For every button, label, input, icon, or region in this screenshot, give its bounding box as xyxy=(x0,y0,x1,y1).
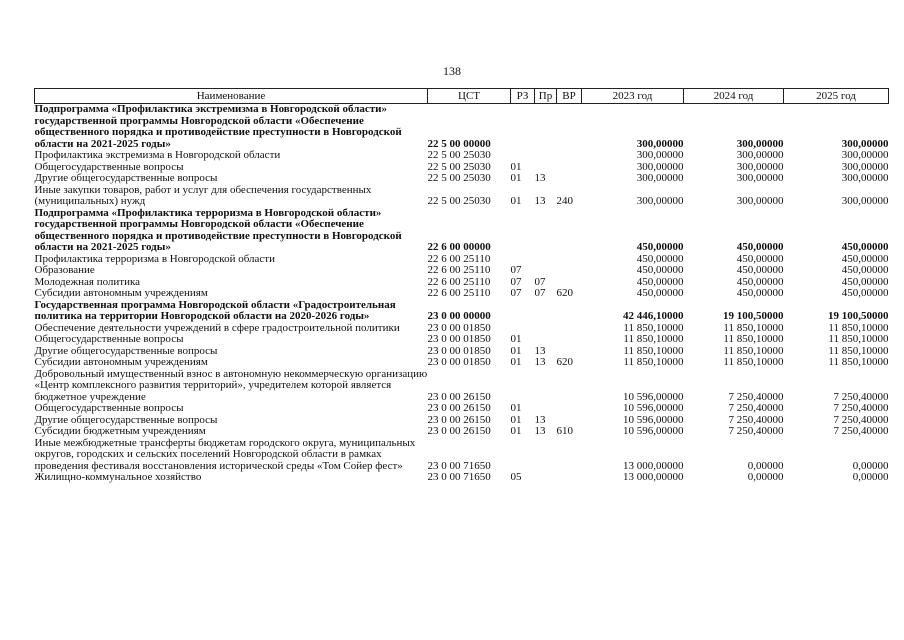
row-vr xyxy=(557,254,582,266)
row-value-2023: 11 850,10000 xyxy=(623,344,684,357)
row-rz xyxy=(511,150,535,162)
row-value-2024: 19 100,50000 xyxy=(723,310,784,322)
row-value-2023: 10 596,00000 xyxy=(623,402,684,414)
row-value-2025: 0,00000 xyxy=(852,471,889,483)
row-cst: 23 0 00 01850 xyxy=(427,333,491,345)
table-row xyxy=(35,185,889,208)
row-value-2023: 450,00000 xyxy=(636,252,684,265)
table-row xyxy=(35,334,889,346)
row-vr xyxy=(557,162,582,174)
row-value-2024: 450,00000 xyxy=(736,275,784,288)
row-pr: 13 xyxy=(534,413,546,426)
row-value-2025: 450,00000 xyxy=(841,264,889,276)
row-value-2024: 11 850,10000 xyxy=(723,321,784,334)
row-value-2023: 300,00000 xyxy=(636,160,684,173)
row-rz: 05 xyxy=(510,471,522,483)
row-vr xyxy=(557,403,582,415)
row-value-2025: 300,00000 xyxy=(841,137,889,150)
table-row xyxy=(35,300,889,323)
row-name: Жилищно-коммунальное хозяйство xyxy=(34,471,202,483)
row-value-2024: 7 250,40000 xyxy=(728,390,784,403)
row-pr: 07 xyxy=(534,287,546,299)
row-name: Субсидии автономным учреждениям xyxy=(34,287,208,299)
row-rz: 01 xyxy=(510,413,522,426)
table-row xyxy=(35,369,889,404)
header-2025: 2025 год xyxy=(784,89,889,104)
row-pr xyxy=(535,438,557,473)
table-row xyxy=(35,288,889,300)
row-value-2025: 300,00000 xyxy=(841,195,889,207)
row-value-2025: 450,00000 xyxy=(841,252,889,265)
row-value-2024: 0,00000 xyxy=(747,471,784,483)
row-value-2025: 450,00000 xyxy=(841,287,889,299)
row-name: Другие общегосударственные вопросы xyxy=(34,172,218,184)
row-value-2023: 300,00000 xyxy=(636,172,684,184)
row-pr xyxy=(535,369,557,404)
row-value-2023: 450,00000 xyxy=(636,275,684,288)
header-pr: Пр xyxy=(535,89,557,104)
row-pr: 13 xyxy=(534,425,546,437)
row-value-2024: 0,00000 xyxy=(747,459,784,472)
row-rz: 01 xyxy=(510,356,522,368)
table-row xyxy=(35,357,889,369)
table-row xyxy=(35,173,889,185)
row-rz: 01 xyxy=(510,333,522,345)
row-value-2024: 300,00000 xyxy=(736,160,784,173)
row-value-2024: 450,00000 xyxy=(736,252,784,265)
row-pr xyxy=(535,208,557,254)
row-value-2025: 450,00000 xyxy=(841,241,889,253)
row-value-2025: 7 250,40000 xyxy=(833,413,889,426)
row-value-2023: 10 596,00000 xyxy=(623,390,684,403)
row-name: Субсидии бюджетным учреждениям xyxy=(34,425,206,437)
row-pr xyxy=(535,104,557,151)
row-pr xyxy=(535,334,557,346)
row-value-2025: 11 850,10000 xyxy=(828,321,889,334)
header-2023: 2023 год xyxy=(582,89,684,104)
row-value-2023: 450,00000 xyxy=(636,287,684,299)
row-name: Субсидии автономным учреждениям xyxy=(34,356,208,368)
row-cst: 23 0 00 01850 xyxy=(427,321,491,334)
row-value-2025: 300,00000 xyxy=(841,160,889,173)
row-cst: 22 5 00 25030 xyxy=(427,172,491,184)
row-cst: 22 5 00 25030 xyxy=(427,195,491,207)
row-name: Образование xyxy=(34,264,95,276)
table-row xyxy=(35,403,889,415)
row-rz: 07 xyxy=(510,287,522,299)
row-name: Обеспечение деятельности учреждений в сфере градостроительной политики xyxy=(34,321,400,334)
row-value-2024: 450,00000 xyxy=(736,241,784,253)
row-rz: 01 xyxy=(510,402,522,414)
row-vr: 620 xyxy=(556,287,573,299)
row-value-2024: 300,00000 xyxy=(736,172,784,184)
row-pr: 13 xyxy=(534,344,546,357)
row-rz xyxy=(511,208,535,254)
row-name: Подпрограмма «Профилактика экстремизма в Новгородской области» государственной программы Новгородской области «Обеспечение общественного порядка и противодействие преступности в Новгородской области на 2021-2025 годы» xyxy=(34,103,402,150)
row-value-2023: 42 446,10000 xyxy=(623,310,684,322)
row-value-2023: 450,00000 xyxy=(636,241,684,253)
row-cst: 22 5 00 25030 xyxy=(427,160,491,173)
row-vr xyxy=(557,208,582,254)
row-value-2023: 10 596,00000 xyxy=(623,425,684,437)
row-rz: 01 xyxy=(510,195,522,207)
row-value-2024: 11 850,10000 xyxy=(723,344,784,357)
row-cst: 23 0 00 01850 xyxy=(427,344,491,357)
row-vr xyxy=(557,472,582,484)
row-cst: 23 0 00 71650 xyxy=(427,459,491,472)
row-cst: 23 0 00 26150 xyxy=(427,390,491,403)
row-value-2025: 300,00000 xyxy=(841,172,889,184)
header-2024: 2024 год xyxy=(684,89,784,104)
row-name: Общегосударственные вопросы xyxy=(34,402,184,414)
row-value-2024: 300,00000 xyxy=(736,149,784,161)
row-value-2023: 11 850,10000 xyxy=(623,321,684,334)
row-value-2023: 300,00000 xyxy=(636,195,684,207)
table-row xyxy=(35,150,889,162)
row-value-2023: 13 000,00000 xyxy=(623,459,684,472)
table-row xyxy=(35,438,889,473)
table-row xyxy=(35,472,889,484)
row-name: Общегосударственные вопросы xyxy=(34,160,184,173)
row-cst: 22 6 00 25110 xyxy=(427,252,491,265)
row-vr xyxy=(557,334,582,346)
table-row xyxy=(35,104,889,151)
row-name: Профилактика экстремизма в Новгородской области xyxy=(34,149,281,161)
row-rz xyxy=(511,369,535,404)
row-value-2023: 300,00000 xyxy=(636,137,684,150)
row-value-2025: 11 850,10000 xyxy=(828,333,889,345)
row-pr: 13 xyxy=(534,195,546,207)
row-vr xyxy=(557,323,582,335)
header-vr: ВР xyxy=(557,89,582,104)
row-value-2024: 450,00000 xyxy=(736,287,784,299)
row-vr xyxy=(557,104,582,151)
row-vr xyxy=(557,300,582,323)
row-name: Другие общегосударственные вопросы xyxy=(34,413,218,426)
row-value-2025: 11 850,10000 xyxy=(828,344,889,357)
row-value-2024: 300,00000 xyxy=(736,137,784,150)
page-number: 138 xyxy=(443,64,461,78)
row-vr: 620 xyxy=(556,356,573,368)
row-value-2025: 11 850,10000 xyxy=(828,356,889,368)
row-rz: 01 xyxy=(510,344,522,357)
row-pr xyxy=(535,323,557,335)
table-header-row xyxy=(35,89,889,104)
table-row xyxy=(35,208,889,254)
row-value-2024: 11 850,10000 xyxy=(723,356,784,368)
row-rz: 01 xyxy=(510,160,522,173)
row-value-2024: 450,00000 xyxy=(736,264,784,276)
row-cst: 23 0 00 71650 xyxy=(427,471,491,483)
row-pr: 07 xyxy=(534,275,546,288)
row-value-2025: 0,00000 xyxy=(852,459,889,472)
row-rz xyxy=(511,104,535,151)
table-row xyxy=(35,426,889,438)
row-cst: 22 6 00 00000 xyxy=(427,241,491,253)
row-value-2025: 7 250,40000 xyxy=(833,390,889,403)
row-pr xyxy=(535,254,557,266)
row-name: Иные закупки товаров, работ и услуг для обеспечения государственных (муниципальных) нужд xyxy=(34,183,372,207)
row-rz: 01 xyxy=(510,425,522,437)
row-rz: 07 xyxy=(510,275,522,288)
row-cst: 22 6 00 25110 xyxy=(427,275,491,288)
row-rz xyxy=(511,438,535,473)
row-value-2024: 7 250,40000 xyxy=(728,413,784,426)
row-name: Другие общегосударственные вопросы xyxy=(34,344,218,357)
row-value-2025: 300,00000 xyxy=(841,149,889,161)
row-value-2025: 7 250,40000 xyxy=(833,402,889,414)
row-name: Подпрограмма «Профилактика терроризма в Новгородской области» государственной программы Новгородской области «Обеспечение общественного порядка и противодействие преступности в Новгородской области на 2021-2025 годы» xyxy=(34,206,402,253)
row-rz: 01 xyxy=(510,172,522,184)
row-value-2023: 10 596,00000 xyxy=(623,413,684,426)
row-cst: 23 0 00 26150 xyxy=(427,413,491,426)
row-name: Государственная программа Новгородской области «Градостроительная политика на территории Новгородской области на 2020-2026 годы» xyxy=(34,298,396,322)
row-value-2024: 11 850,10000 xyxy=(723,333,784,345)
row-vr xyxy=(557,438,582,473)
row-value-2023: 13 000,00000 xyxy=(623,471,684,483)
row-vr: 240 xyxy=(556,195,573,207)
row-value-2024: 7 250,40000 xyxy=(728,402,784,414)
table-row xyxy=(35,265,889,277)
row-cst: 22 6 00 25110 xyxy=(427,287,491,299)
row-vr xyxy=(557,265,582,277)
row-pr xyxy=(535,265,557,277)
row-value-2024: 300,00000 xyxy=(736,195,784,207)
row-rz xyxy=(511,300,535,323)
row-vr: 610 xyxy=(556,425,573,437)
row-value-2025: 19 100,50000 xyxy=(828,310,889,322)
row-rz: 07 xyxy=(510,264,522,276)
row-vr xyxy=(557,173,582,185)
row-cst: 23 0 00 00000 xyxy=(427,310,491,322)
header-rz: РЗ xyxy=(511,89,535,104)
row-value-2024: 7 250,40000 xyxy=(728,425,784,437)
row-vr xyxy=(557,150,582,162)
row-vr xyxy=(557,369,582,404)
budget-table xyxy=(34,88,889,484)
row-value-2023: 11 850,10000 xyxy=(623,333,684,345)
row-cst: 22 5 00 25030 xyxy=(427,149,491,161)
row-name: Иные межбюджетные трансферты бюджетам городского округа, муниципальных округов, городских и сельских поселений Новгородской области в рамках проведения фестиваля восстановления исторической среды «Том Сойер фест» xyxy=(34,436,416,472)
row-value-2025: 7 250,40000 xyxy=(833,425,889,437)
header-cst: ЦСТ xyxy=(428,89,511,104)
row-cst: 23 0 00 01850 xyxy=(427,356,491,368)
row-cst: 22 6 00 25110 xyxy=(427,264,491,276)
row-value-2023: 300,00000 xyxy=(636,149,684,161)
row-cst: 22 5 00 00000 xyxy=(427,137,491,150)
row-pr xyxy=(535,472,557,484)
row-pr xyxy=(535,150,557,162)
row-pr: 13 xyxy=(534,356,546,368)
row-cst: 23 0 00 26150 xyxy=(427,402,491,414)
header-name: Наименование xyxy=(35,89,428,104)
row-pr xyxy=(535,403,557,415)
row-name: Профилактика терроризма в Новгородской области xyxy=(34,252,275,265)
row-value-2025: 450,00000 xyxy=(841,275,889,288)
row-pr xyxy=(535,300,557,323)
row-name: Добровольный имущественный взнос в автономную некоммерческую организацию «Центр комплексного развития территорий», учредителем которой является бюджетное учреждение xyxy=(34,367,428,403)
row-name: Общегосударственные вопросы xyxy=(34,333,184,345)
row-value-2023: 11 850,10000 xyxy=(623,356,684,368)
row-cst: 23 0 00 26150 xyxy=(427,425,491,437)
row-name: Молодежная политика xyxy=(34,275,141,288)
table-body xyxy=(35,104,889,484)
row-value-2023: 450,00000 xyxy=(636,264,684,276)
row-pr: 13 xyxy=(534,172,546,184)
